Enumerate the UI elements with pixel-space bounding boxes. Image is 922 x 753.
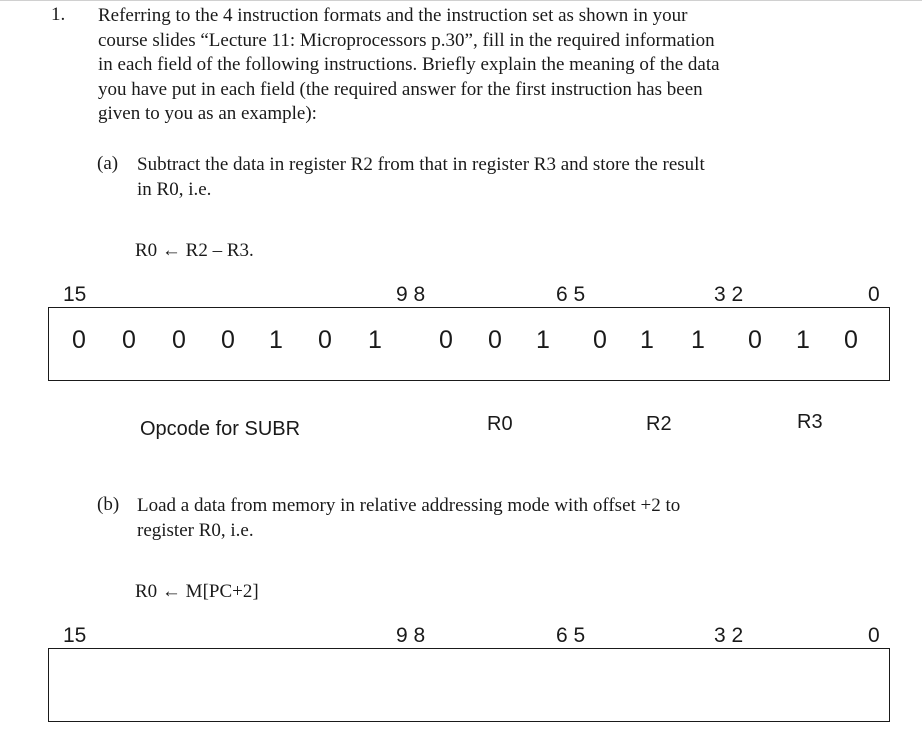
part-b-label: (b) xyxy=(97,494,120,515)
part-b-bitpos-15: 15 xyxy=(63,624,87,647)
bit-4: 1 xyxy=(640,326,654,354)
part-b-bitpos-6-5: 6 5 xyxy=(556,624,586,647)
bit-10: 0 xyxy=(318,326,332,354)
field-dest-register: R0 xyxy=(487,413,513,435)
part-b-line: register R0, i.e. xyxy=(137,519,254,541)
bit-9: 1 xyxy=(368,326,382,354)
part-a-bitpos-3-2: 3 2 xyxy=(714,283,744,306)
field-opcode: Opcode for SUBR xyxy=(140,418,301,440)
part-a-line: Subtract the data in register R2 from that in register R3 and store the result xyxy=(137,154,705,175)
intro-line: you have put in each field (the required answer for the first instruction has been xyxy=(98,78,703,100)
part-a-label: (a) xyxy=(97,153,119,174)
bit-15: 0 xyxy=(72,326,86,354)
page-top-border xyxy=(0,0,922,1)
part-b-bitpos-0: 0 xyxy=(868,624,880,647)
part-a-line: in R0, i.e. xyxy=(137,178,212,200)
intro-line: course slides “Lecture 11: Microprocessors p.30”, fill in the required information xyxy=(98,29,715,51)
part-b-bitpos-3-2: 3 2 xyxy=(714,624,744,647)
field-src1-register: R2 xyxy=(646,413,672,435)
bit-0: 0 xyxy=(844,326,858,354)
part-b-bitpos-9-8: 9 8 xyxy=(396,624,426,647)
bit-3: 1 xyxy=(691,326,705,354)
bit-14: 0 xyxy=(122,326,136,354)
question-number: 1. xyxy=(51,4,66,25)
part-b-line: Load a data from memory in relative addressing mode with offset +2 to xyxy=(137,495,681,516)
bit-2: 0 xyxy=(748,326,762,354)
part-b-instruction-box[interactable] xyxy=(48,648,890,722)
bit-6: 1 xyxy=(536,326,550,354)
bit-11: 1 xyxy=(269,326,283,354)
intro-line: Referring to the 4 instruction formats and the instruction set as shown in your xyxy=(98,5,688,26)
bit-5: 0 xyxy=(593,326,607,354)
intro-line: given to you as an example): xyxy=(98,103,317,124)
part-a-bitpos-15: 15 xyxy=(63,283,87,306)
bit-1: 1 xyxy=(796,326,810,354)
field-src2-register: R3 xyxy=(797,411,823,433)
intro-line: in each field of the following instructions. Briefly explain the meaning of the data xyxy=(98,54,720,75)
part-b-description xyxy=(137,494,800,543)
part-a-bitpos-0: 0 xyxy=(868,283,880,306)
part-a-formula: R0 ← R2 – R3. xyxy=(135,240,254,261)
bit-13: 0 xyxy=(172,326,186,354)
part-b-formula: R0 ← M[PC+2] xyxy=(135,581,259,602)
part-a-description xyxy=(137,153,800,202)
part-a-bitpos-9-8: 9 8 xyxy=(396,283,426,306)
bit-8: 0 xyxy=(439,326,453,354)
part-a-bitpos-6-5: 6 5 xyxy=(556,283,586,306)
question-intro xyxy=(98,4,803,127)
bit-7: 0 xyxy=(488,326,502,354)
bit-12: 0 xyxy=(221,326,235,354)
